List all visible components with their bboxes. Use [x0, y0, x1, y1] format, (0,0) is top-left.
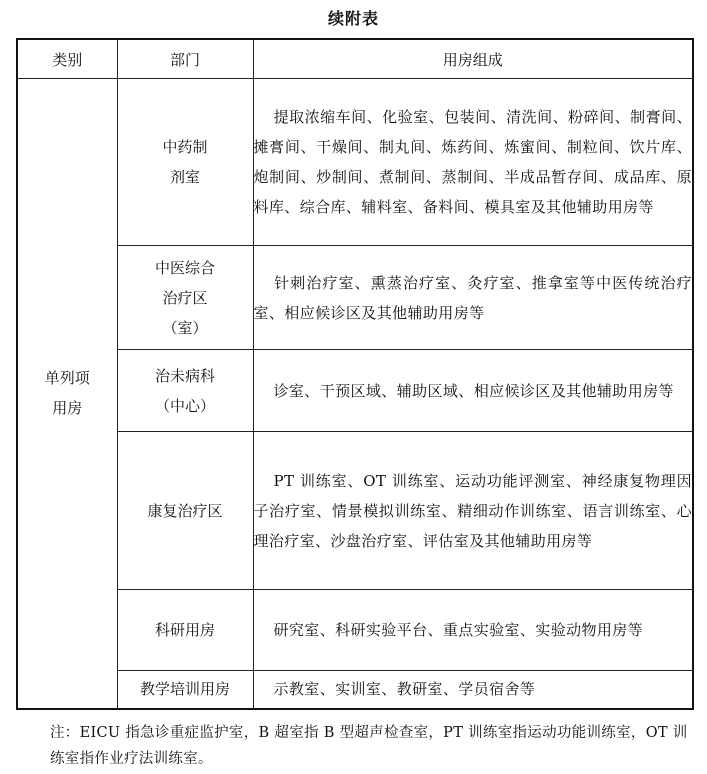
rooms-cell: [253, 432, 693, 590]
department-label: 中医综合 治疗区 （室）: [154, 258, 215, 337]
table-row: [17, 432, 693, 590]
rooms-text: 针刺治疗室、熏蒸治疗室、灸疗室、推拿室等中医传统治疗室、相应候诊区及其他辅助用房等: [253, 273, 692, 322]
table-row: [17, 79, 693, 246]
department-cell: [117, 79, 253, 246]
department-cell: [117, 671, 253, 709]
rooms-text: 示教室、实训室、教研室、学员宿舍等: [273, 680, 536, 699]
header-department: 部门: [117, 39, 253, 79]
table-row: [17, 590, 693, 671]
department-label: 治未病科 （中心）: [154, 366, 215, 415]
rooms-cell: [253, 79, 693, 246]
table-row: [17, 350, 693, 432]
rooms-cell: [253, 671, 693, 709]
table-row: [17, 246, 693, 350]
rooms-cell: [253, 350, 693, 432]
table-header-row: [17, 39, 693, 79]
department-label: 教学培训用房: [139, 680, 230, 699]
category-label: 单列项 用房: [44, 369, 90, 418]
table-footnote: 注：EICU 指急诊重症监护室，B 超室指 B 型超声检查室，PT 训练室指运动功能训练室，OT 训练室指作业疗法训练室。: [50, 725, 688, 767]
header-rooms: 用房组成: [253, 39, 693, 79]
department-label: 康复治疗区: [147, 501, 223, 520]
rooms-text: 研究室、科研实验平台、重点实验室、实验动物用房等: [273, 621, 644, 639]
table-title: 续附表: [327, 9, 379, 28]
table-row: [17, 671, 693, 709]
department-label: 中药制 剂室: [162, 138, 208, 186]
rooms-text: 提取浓缩车间、化验室、包装间、清洗间、粉碎间、制膏间、摊膏间、干燥间、制丸间、炼药间、炼蜜间、制粒间、饮片库、炮制间、炒制间、煮制间、蒸制间、半成品暂存间、成品库、原料库、综合库、辅料室、备料间、模具室及其他辅助用房等: [253, 108, 692, 216]
header-category: 类别: [17, 39, 117, 79]
department-cell: [117, 432, 253, 590]
department-label: 科研用房: [154, 621, 215, 639]
appendix-table: [16, 38, 694, 710]
department-cell: [117, 246, 253, 350]
rooms-cell: [253, 590, 693, 671]
rooms-cell: [253, 246, 693, 350]
category-cell: [17, 79, 117, 709]
department-cell: [117, 350, 253, 432]
rooms-text: 诊室、干预区域、辅助区域、相应候诊区及其他辅助用房等: [273, 381, 674, 400]
department-cell: [117, 590, 253, 671]
rooms-text: PT 训练室、OT 训练室、运动功能评测室、神经康复物理因子治疗室、情景模拟训练室、精细动作训练室、语言训练室、心理治疗室、沙盘治疗室、评估室及其他辅助用房等: [253, 471, 692, 550]
